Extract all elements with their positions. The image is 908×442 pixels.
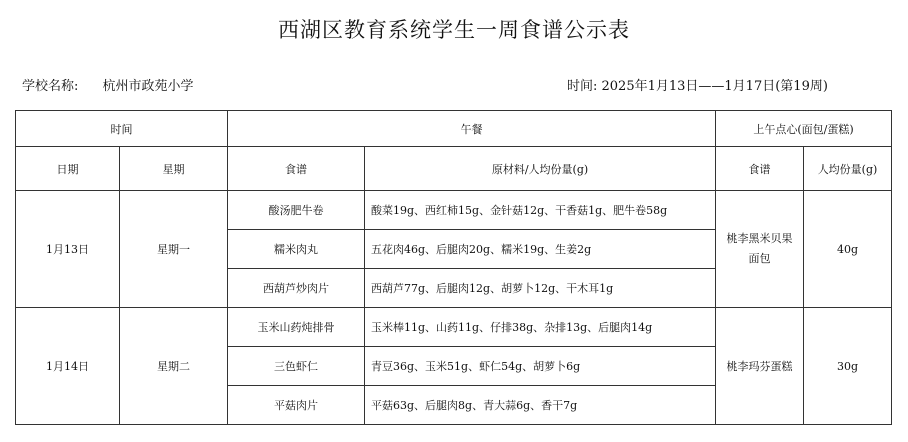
school-label: 学校名称: [22,79,79,94]
header-lunch: 午餐 [228,111,716,147]
week-time: 时间: 2025年1月13日——1月17日(第19周) [567,79,828,94]
header-row-2 [16,147,892,191]
header-weekday: 星期 [120,147,228,191]
day-date: 1月13日 [16,191,120,308]
school-name: 杭州市政苑小学 [102,79,194,94]
header-recipe: 食谱 [228,147,365,191]
dish-ingredients: 西葫芦77g、后腿肉12g、胡萝卜12g、干木耳1g [365,269,716,308]
dish-ingredients: 五花肉46g、后腿肉20g、糯米19g、生姜2g [365,230,716,269]
snack-name: 桃李玛芬蛋糕 [716,308,804,425]
header-row-1 [16,111,892,147]
dish-name: 糯米肉丸 [228,230,365,269]
header-ingredients: 原材料/人均份量(g) [365,147,716,191]
dish-name: 酸汤肥牛卷 [228,191,365,230]
header-snack: 上午点心(面包/蛋糕) [716,111,892,147]
header-snack-portion: 人均份量(g) [804,147,892,191]
dish-name: 三色虾仁 [228,347,365,386]
table-row [16,191,892,230]
dish-ingredients: 玉米棒11g、山药11g、仔排38g、杂排13g、后腿肉14g [365,308,716,347]
dish-ingredients: 酸菜19g、西红柿15g、金针菇12g、干香菇1g、肥牛卷58g [365,191,716,230]
snack-portion: 30g [804,308,892,425]
snack-name-text: 桃李黑米贝果面包 [726,232,793,265]
day-weekday: 星期二 [120,308,228,425]
dish-name: 平菇肉片 [228,386,365,425]
header-time: 时间 [16,111,228,147]
dish-ingredients: 平菇63g、后腿肉8g、青大蒜6g、香干7g [365,386,716,425]
dish-name: 玉米山药炖排骨 [228,308,365,347]
snack-portion: 40g [804,191,892,308]
table-row [16,308,892,347]
dish-name: 西葫芦炒肉片 [228,269,365,308]
page-title: 西湖区教育系统学生一周食谱公示表 [278,18,630,42]
dish-ingredients: 青豆36g、玉米51g、虾仁54g、胡萝卜6g [365,347,716,386]
menu-table [15,110,892,425]
day-weekday: 星期一 [120,191,228,308]
header-date: 日期 [16,147,120,191]
day-date: 1月14日 [16,308,120,425]
snack-name [716,191,804,308]
header-snack-recipe: 食谱 [716,147,804,191]
school-info [22,75,194,94]
